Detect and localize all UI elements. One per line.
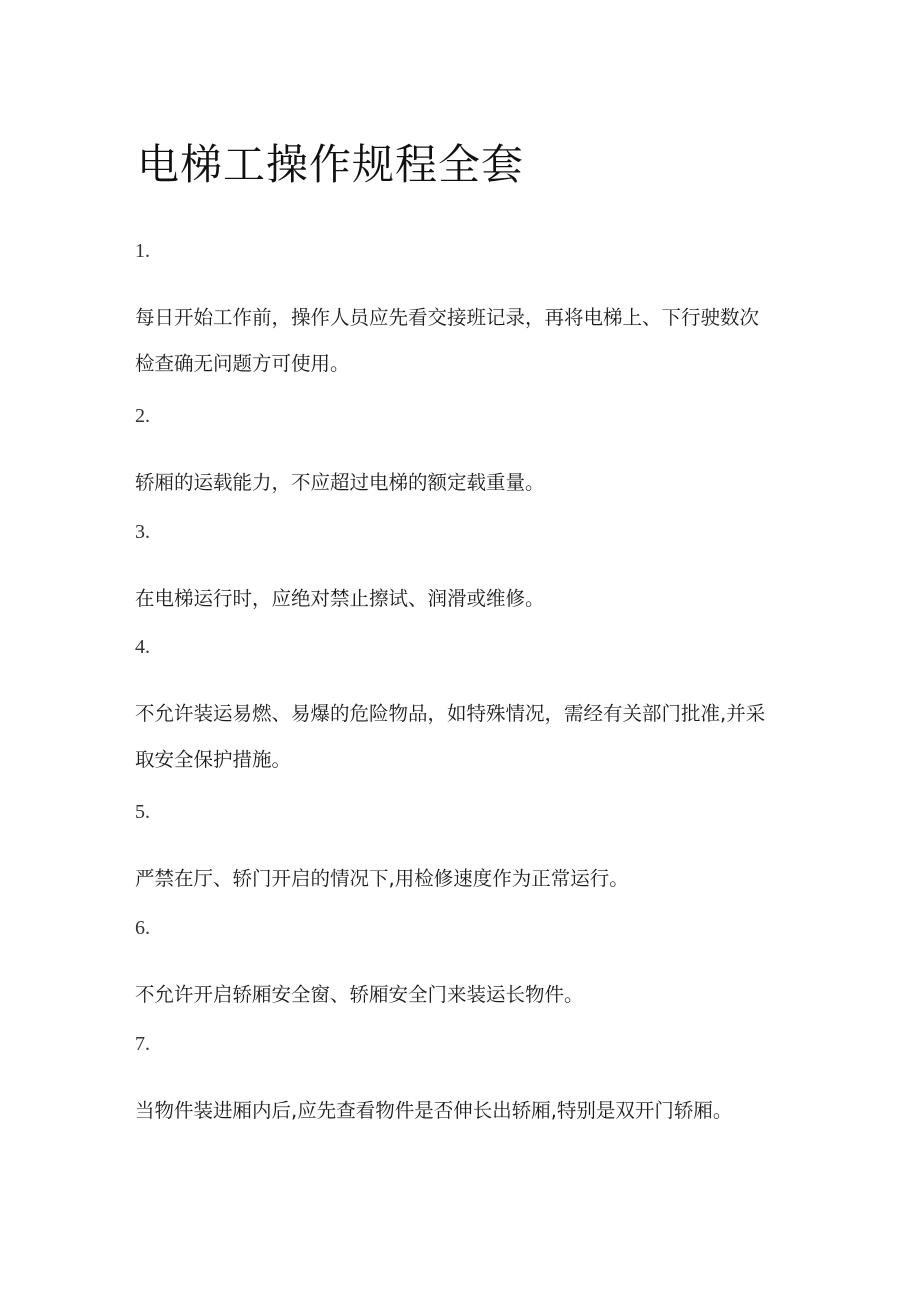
rule-number: 2. — [135, 405, 150, 427]
rule-number: 3. — [135, 521, 150, 543]
rule-text-line: 不允许装运易燃、易爆的危险物品，如特殊情况，需经有关部门批准,并采 — [135, 702, 766, 725]
rule-text — [135, 295, 795, 387]
rule-text — [135, 972, 795, 1018]
rule-number: 7. — [135, 1033, 150, 1055]
rule-text — [135, 856, 795, 902]
rule-number: 1. — [135, 240, 150, 262]
rule-text — [135, 460, 795, 506]
rule-text-line: 轿厢的运载能力，不应超过电梯的额定载重量。 — [135, 471, 545, 494]
rule-number: 5. — [135, 801, 150, 823]
rule-text-line: 每日开始工作前，操作人员应先看交接班记录，再将电梯上、下行驶数次 — [135, 306, 760, 329]
rule-text-line: 检查确无问题方可使用。 — [135, 352, 350, 375]
document-title: 电梯工操作规程全套 — [137, 140, 525, 189]
rule-text-line: 在电梯运行时，应绝对禁止擦试、润滑或维修。 — [135, 587, 545, 610]
rule-text-line: 取安全保护措施。 — [135, 748, 292, 771]
rule-text-line: 当物件装进厢内后,应先查看物件是否伸长出轿厢,特别是双开门轿厢。 — [135, 1099, 733, 1122]
rule-text — [135, 691, 795, 783]
rule-text — [135, 576, 795, 622]
rule-text-line: 严禁在厅、轿门开启的情况下,用检修速度作为正常运行。 — [135, 867, 629, 890]
rule-text-line: 不允许开启轿厢安全窗、轿厢安全门来装运长物件。 — [135, 983, 584, 1006]
rule-text — [135, 1088, 795, 1134]
rule-number: 6. — [135, 917, 150, 939]
rule-number: 4. — [135, 636, 150, 658]
